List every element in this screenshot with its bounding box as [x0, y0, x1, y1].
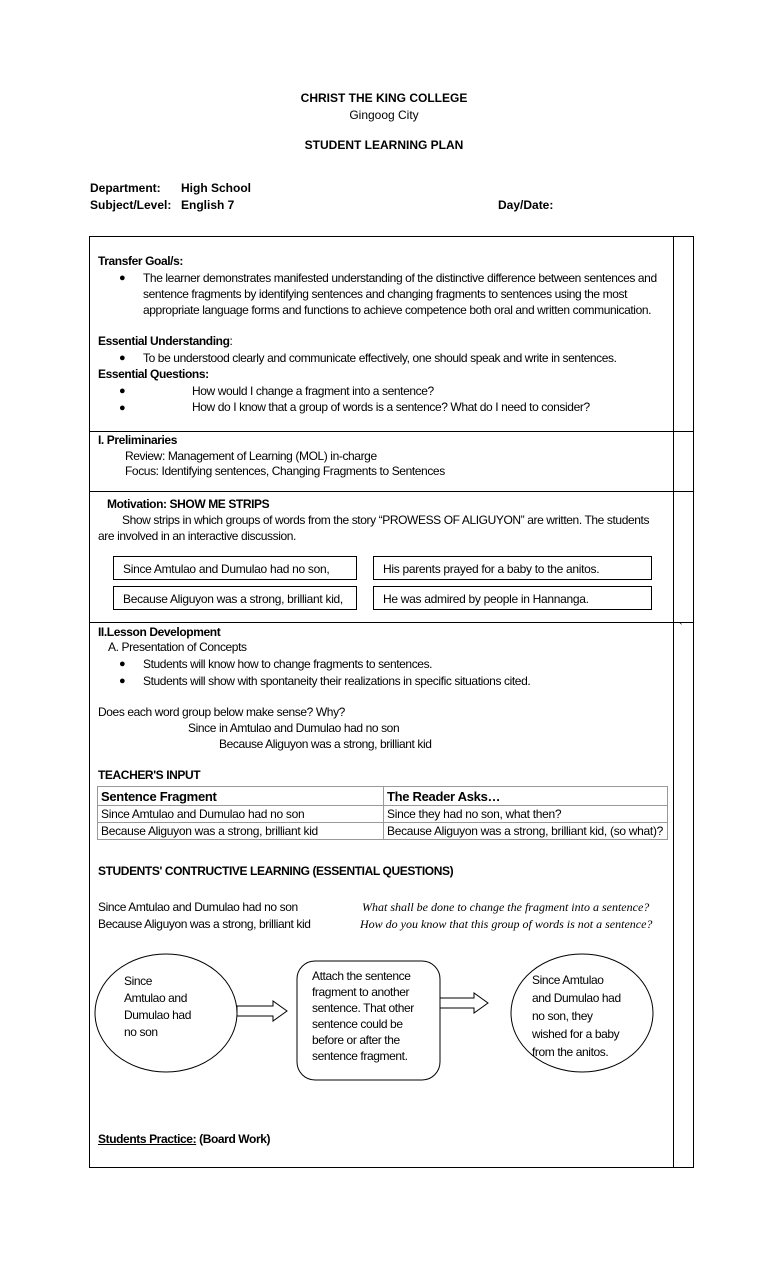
school-name: CHRIST THE KING COLLEGE: [300, 91, 468, 105]
flow-line: Attach the sentence: [312, 969, 411, 983]
question-example: Because Aliguyon was a strong, brilliant kid: [219, 737, 432, 751]
flow-line: fragment to another: [312, 985, 410, 999]
teachers-input-heading: TEACHER'S INPUT: [98, 768, 201, 782]
preliminaries-review: Review: Management of Learning (MOL) in-charge: [125, 449, 377, 463]
flow-line: no son: [124, 1025, 158, 1039]
table-cell: Since they had no son, what then?: [384, 806, 668, 823]
flow-line: sentence fragment.: [312, 1049, 408, 1063]
essential-understanding-heading: Essential Understanding: [98, 334, 230, 348]
strip-card: Since Amtulao and Dumulao had no son,: [113, 556, 357, 580]
fragment-example: Because Aliguyon was a strong, brilliant kid: [98, 917, 311, 931]
motivation-text: Show strips in which groups of words from the story “PROWESS OF ALIGUYON” are written. The students: [122, 513, 650, 527]
bullet-icon: ●: [119, 272, 126, 284]
flow-line: no son, they: [532, 1009, 593, 1023]
flow-line: Since Amtulao: [532, 973, 604, 987]
students-practice-label: Students Practice:: [98, 1132, 197, 1146]
transfer-goal-line: The learner demonstrates manifested understanding of the distinctive difference between sentences and: [143, 271, 657, 285]
strip-card: He was admired by people in Hannanga.: [373, 586, 652, 610]
table-cell: Because Aliguyon was a strong, brilliant kid, (so what)?: [384, 823, 668, 840]
bullet-icon: ●: [119, 658, 126, 670]
flow-line: before or after the: [312, 1033, 400, 1047]
transfer-goals-heading: Transfer Goal/s:: [98, 254, 183, 268]
flow-line: Since: [124, 974, 153, 988]
transfer-goal-line: sentence fragments by identifying sentences and changing fragments to sentences using the most: [143, 287, 628, 301]
flow-line: wished for a baby: [532, 1027, 620, 1041]
bullet-icon: ●: [119, 402, 126, 414]
motivation-text: are involved in an interactive discussion.: [98, 529, 296, 543]
flow-line: sentence could be: [312, 1017, 403, 1031]
essential-question-item: How would I change a fragment into a sentence?: [192, 384, 434, 398]
eu-colon: :: [229, 334, 233, 348]
fragment-example: Since Amtulao and Dumulao had no son: [98, 900, 298, 914]
bullet-icon: ●: [119, 385, 126, 397]
strip-card: His parents prayed for a baby to the anitos.: [373, 556, 652, 580]
city-name: Gingoog City: [349, 108, 419, 122]
table-cell: Because Aliguyon was a strong, brilliant kid: [98, 823, 384, 840]
subject-label: Subject/Level:: [90, 198, 172, 212]
bullet-icon: ●: [119, 352, 126, 364]
essential-question-item: How do I know that a group of words is a sentence? What do I need to consider?: [192, 400, 590, 414]
lesson-bullet: Students will know how to change fragments to sentences.: [143, 657, 433, 671]
word-group-question: Does each word group below make sense? Why?: [98, 705, 345, 719]
essential-understanding-item: To be understood clearly and communicate effectively, one should speak and write in sentences.: [143, 351, 617, 365]
preliminaries-focus: Focus: Identifying sentences, Changing Fragments to Sentences: [125, 464, 445, 478]
presentation-subheading: A. Presentation of Concepts: [108, 640, 247, 654]
students-constructive-heading: STUDENTS' CONTRUCTIVE LEARNING (ESSENTIAL QUESTIONS): [98, 864, 454, 878]
strip-card: Because Aliguyon was a strong, brilliant kid,: [113, 586, 357, 610]
flow-right-text: [532, 971, 647, 1061]
transfer-goal-line: appropriate language forms and functions to achieve competence both oral and written communication.: [143, 303, 652, 317]
document-title: STUDENT LEARNING PLAN: [304, 138, 464, 152]
lesson-bullet: Students will show with spontaneity their realizations in specific situations cited.: [143, 674, 531, 688]
right-arrow-icon: [440, 993, 488, 1013]
flow-line: from the anitos.: [532, 1045, 609, 1059]
right-arrow-icon: [237, 1001, 287, 1021]
motivation-heading: Motivation: SHOW ME STRIPS: [107, 497, 270, 511]
tick-mark: `: [679, 622, 683, 634]
essential-question-italic: How do you know that this group of words is not a sentence?: [360, 917, 653, 931]
students-practice-rest: (Board Work): [196, 1132, 271, 1146]
table-cell: Since Amtulao and Dumulao had no son: [98, 806, 384, 823]
flow-left-text: [124, 973, 224, 1041]
essential-questions-heading: Essential Questions:: [98, 367, 209, 381]
lesson-development-heading: II.Lesson Development: [98, 625, 221, 639]
daydate-label: Day/Date:: [498, 198, 554, 212]
subject-value: English 7: [181, 198, 235, 212]
flow-line: sentence. That other: [312, 1001, 414, 1015]
flow-line: Amtulao and: [124, 991, 187, 1005]
preliminaries-heading: I. Preliminaries: [98, 433, 177, 447]
column-header: Sentence Fragment: [98, 787, 384, 806]
column-header: The Reader Asks…: [384, 787, 668, 806]
bullet-icon: ●: [119, 675, 126, 687]
department-value: High School: [181, 181, 251, 195]
question-example: Since in Amtulao and Dumulao had no son: [188, 721, 400, 735]
flow-middle-text: [312, 968, 437, 1064]
department-label: Department:: [90, 181, 161, 195]
flow-line: Dumulao had: [124, 1008, 191, 1022]
essential-question-italic: What shall be done to change the fragment into a sentence?: [362, 900, 650, 914]
flow-line: and Dumulao had: [532, 991, 621, 1005]
